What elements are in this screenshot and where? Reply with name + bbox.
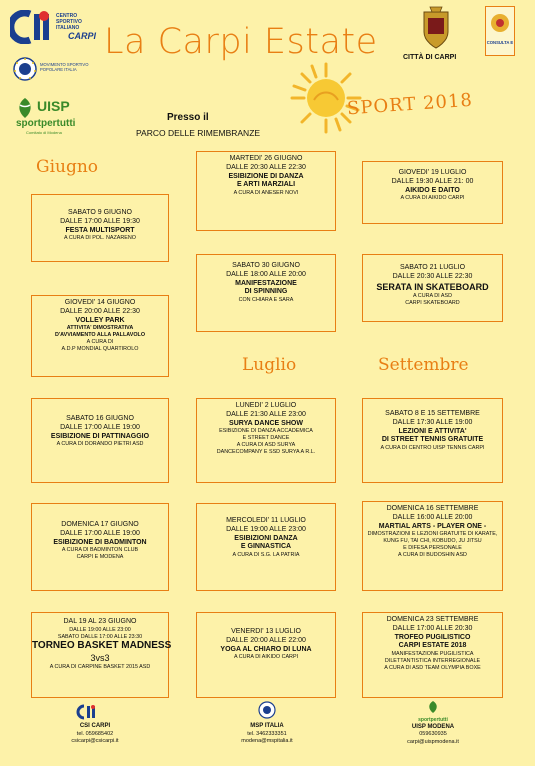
event-card: SABATO 21 LUGLIO DALLE 20:30 ALLE 22:30 SERATA IN SKATEBOARD A CURA DI ASD CARPI SKATEBOARD bbox=[362, 254, 503, 322]
csi-title-1: CENTRO bbox=[56, 13, 78, 19]
section-luglio: Luglio bbox=[242, 355, 297, 375]
csi-title-3: ITALIANO bbox=[56, 25, 80, 31]
csi-title-2: SPORTIVO bbox=[56, 19, 82, 25]
venue-name: PARCO DELLE RIMEMBRANZE bbox=[136, 128, 261, 138]
footer-msp bbox=[232, 700, 302, 745]
event-card: SABATO 8 E 15 SETTEMBRE DALLE 17:30 ALLE 19:00 LEZIONI E ATTIVITA' DI STREET TENNIS GRATUITE A CURA DI CENTRO UISP TENNIS CARPI bbox=[362, 398, 503, 483]
uisp-name: UISP bbox=[37, 98, 70, 114]
event-card: DOMENICA 16 SETTEMBRE DALLE 16:00 ALLE 20:00 MARTIAL ARTS - PLAYER ONE - DIMOSTRAZIONI E LEZIONI GRATUITE DI KARATE, KUNG FU, TAI CHI, KOBUDO, JU JITSU E DIFESA PERSONALE A CURA DI BUDOSHIN ASD bbox=[362, 501, 503, 591]
footer-msp-tel: tel. 3462333351 bbox=[247, 730, 287, 737]
event-card: SABATO 30 GIUGNO DALLE 18:00 ALLE 20:00 MANIFESTAZIONE DI SPINNING CON CHIARA E SARA bbox=[196, 254, 336, 332]
event-card: SABATO 16 GIUGNO DALLE 17:00 ALLE 19:00 ESIBIZIONE DI PATTINAGGIO A CURA DI DORANDO PIETRI ASD bbox=[31, 398, 169, 483]
carpi-coat-of-arms-icon bbox=[418, 6, 454, 50]
consulta-logo bbox=[485, 6, 515, 56]
footer-msp-name: MSP ITALIA bbox=[250, 723, 284, 730]
msp-emblem-icon bbox=[12, 56, 38, 82]
footer-csi-name: CSI CARPI bbox=[79, 723, 111, 730]
event-card: DOMENICA 17 GIUGNO DALLE 17:00 ALLE 19:00 ESIBIZIONE DI BADMINTON A CURA DI BADMINTON CLUB CARPI E MODENA bbox=[31, 503, 169, 591]
event-card: VENERDI' 13 LUGLIO DALLE 20:00 ALLE 22:00 YOGA AL CHIARO DI LUNA A CURA DI AIKIDO CARPI bbox=[196, 612, 336, 698]
page-title: La Carpi Estate bbox=[104, 22, 378, 62]
event-card: GIOVEDI' 19 LUGLIO DALLE 19:30 ALLE 21: 00 AIKIDO E DAITO A CURA DI AIKIDO CARPI bbox=[362, 161, 503, 224]
section-giugno: Giugno bbox=[36, 157, 99, 177]
venue-intro: Presso il bbox=[167, 112, 209, 123]
msp-line-3: POPOLARE ITALIA bbox=[40, 67, 77, 73]
event-card: LUNEDI' 2 LUGLIO DALLE 21:30 ALLE 23:00 SURYA DANCE SHOW ESIBIZIONE DI DANZA ACCADEMICA E STREET DANCE A CURA DI ASD SURYA DANCECOMPANY E SSD SURYA A R.L. bbox=[196, 398, 336, 483]
consulta-emblem-icon bbox=[486, 9, 514, 37]
event-card: MERCOLEDI' 11 LUGLIO DALLE 19:00 ALLE 23:00 ESIBIZIONI DANZA E GINNASTICA A CURA DI S.G. LA PATRIA bbox=[196, 503, 336, 591]
footer-csi bbox=[60, 704, 130, 745]
csi-emblem-icon bbox=[10, 10, 54, 44]
csi-city: CARPI bbox=[68, 31, 97, 41]
footer-uisp-name: UISP MODENA bbox=[411, 723, 455, 730]
csi-logo bbox=[10, 10, 105, 44]
footer-uisp-tel: 059630935 bbox=[419, 731, 447, 738]
msp-line-2: SPORTIVO bbox=[66, 62, 89, 67]
msp-small-logo-icon bbox=[256, 700, 278, 720]
footer-uisp-tagline: sportpertutti bbox=[418, 717, 448, 724]
event-card: DOMENICA 23 SETTEMBRE DALLE 17:00 ALLE 20:30 TROFEO PUGILISTICO CARPI ESTATE 2018 MANIFESTAZIONE PUGILISTICA DILETTANTISTICA INTERREGIONALE A CURA DI ASD TEAM OLYMPIA BOXE bbox=[362, 612, 503, 698]
event-card: SABATO 9 GIUGNO DALLE 17:00 ALLE 19:30 FESTA MULTISPORT A CURA DI POL. NAZARENO bbox=[31, 194, 169, 262]
uisp-emblem-icon bbox=[14, 97, 36, 119]
page-subtitle: SPORT 2018 bbox=[346, 89, 474, 120]
footer-csi-email[interactable]: csicarpi@csicarpi.it bbox=[71, 738, 119, 745]
uisp-tagline: sportpertutti bbox=[16, 118, 76, 129]
footer-uisp bbox=[398, 700, 468, 746]
footer-msp-email[interactable]: modena@mspitalia.it bbox=[241, 738, 293, 745]
uisp-sub: Comitato di Modena bbox=[26, 130, 62, 135]
event-card: DAL 19 AL 23 GIUGNO DALLE 19:00 ALLE 23:00 SABATO DALLE 17:00 ALLE 23:30 TORNEO BASKET MADNESS 3vs3 A CURA DI CARPINE BASKET 2015 ASD bbox=[31, 612, 169, 698]
consulta-label: CONSULTA E bbox=[486, 40, 514, 45]
uisp-logo bbox=[14, 97, 94, 137]
citta-di-carpi: CITTÀ DI CARPI bbox=[403, 54, 457, 61]
section-settembre: Settembre bbox=[378, 355, 469, 375]
msp-line-1: MOVIMENTO bbox=[40, 62, 66, 67]
csi-small-logo-icon bbox=[75, 704, 115, 720]
footer-csi-tel: tel. 059685402 bbox=[76, 730, 114, 737]
msp-logo bbox=[12, 56, 102, 86]
footer-uisp-email[interactable]: carpi@uispmodena.it bbox=[407, 738, 459, 745]
uisp-small-logo-icon bbox=[426, 700, 440, 714]
event-card: MARTEDI' 26 GIUGNO DALLE 20:30 ALLE 22:30 ESIBIZIONE DI DANZA E ARTI MARZIALI A CURA DI ANESER NOVI bbox=[196, 151, 336, 231]
event-card: GIOVEDI' 14 GIUGNO DALLE 20:00 ALLE 22:30 VOLLEY PARK ATTIVITA' DIMOSTRATIVA D'AVVIAMENTO ALLA PALLAVOLO A CURA DI A.D.P MONDIAL QUARTIROLO bbox=[31, 295, 169, 377]
